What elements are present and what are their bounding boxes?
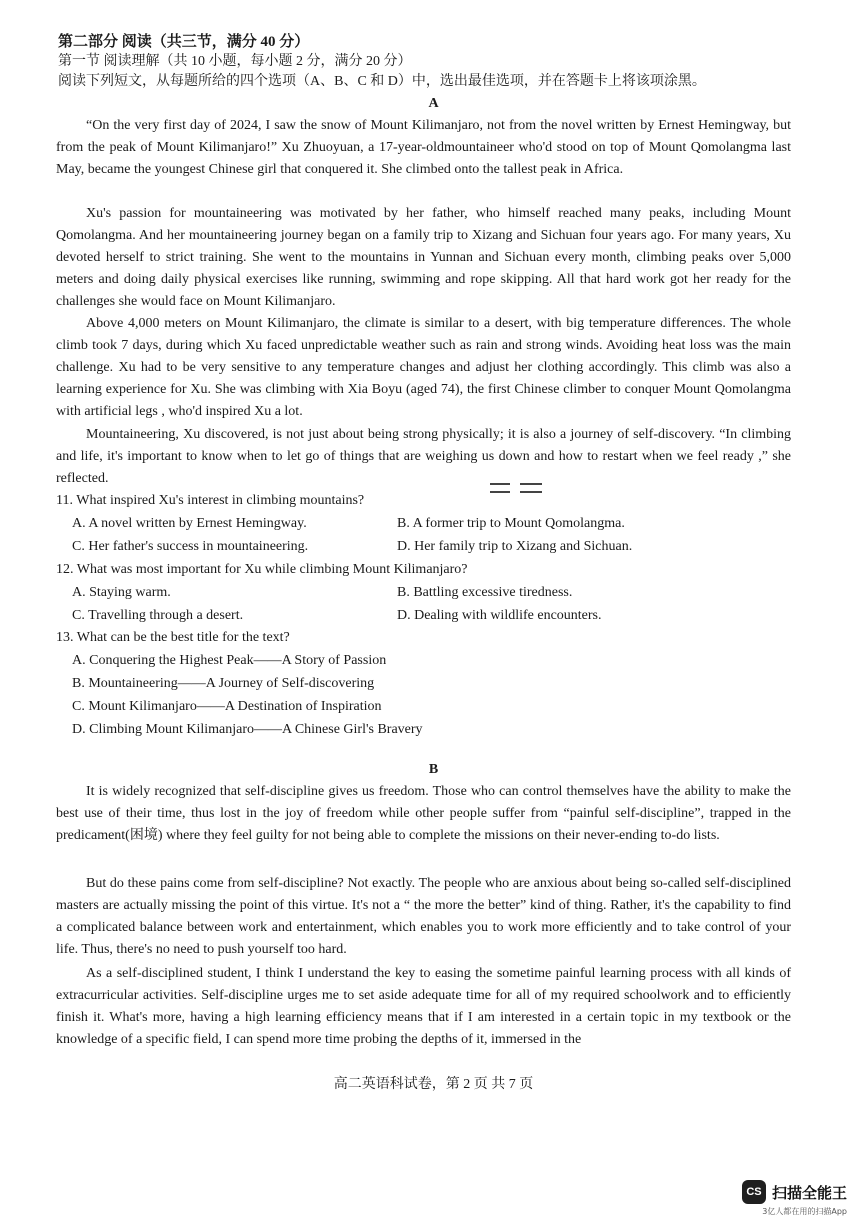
page-footer: 高二英语科试卷，第 2 页 共 7 页 (333, 1077, 534, 1092)
option-a: A. Staying warm. (72, 585, 171, 600)
passage-b-paragraph-1: It is widely recognized that self-discipline gives us freedom. Those who can control themselves have the ability to make the best use of their time, thus lost in the joy of freedom while other people suffer from “painful self-discipline”, trapped in the predicament(困境) where they feel guilty for not being able to complete the missions on their never-ending to-do lists. (56, 784, 791, 843)
question-13 (56, 626, 796, 741)
option-d: D. Her family trip to Xizang and Sichuan. (397, 539, 633, 554)
option-c: C. Her father's success in mountaineering. (72, 539, 309, 554)
option-a: A. A novel written by Ernest Hemingway. (72, 516, 307, 531)
option-c: C. Mount Kilimanjaro——A Destination of Inspiration (72, 699, 382, 714)
options (56, 512, 796, 558)
question-stem: 13. What can be the best title for the text? (56, 630, 290, 645)
passage-a-paragraph-2: Xu's passion for mountaineering was motivated by her father, who himself reached many peaks, including Mount Qomolangma. And her mountaineering journey began on a family trip to Xizang and Sichuan four years ago. For many years, Xu devoted herself to strict training. She went to the mountains in Yunnan and Sichuan every month, climbing peaks over 5,000 meters and doing daily physical exercises like running, swimming and rope skipping. All that hard work got her ready for the challenges she would face on Mount Kilimanjaro. (56, 206, 791, 309)
passage-a-paragraph-3: Above 4,000 meters on Mount Kilimanjaro, the climate is similar to a desert, with big temperature differences. The whole climb took 7 days, during which Xu faced unpredictable weather such as rain and strong winds. Avoiding heat loss was the main challenge. Xu had to be very sensitive to any temperature changes and adjust her clothing accordingly. This climb was also a learning experience for Xu. She was climbing with Xia Boyu (aged 74), the first Chinese climber to conquer Mount Qomolangma with artificial legs , who'd inspired Xu a lot. (56, 316, 791, 419)
scanner-tagline: 3亿人都在用的扫描App (762, 1207, 847, 1216)
option-d: D. Dealing with wildlife encounters. (397, 608, 602, 623)
passage-a-label: A (428, 96, 439, 111)
options (56, 581, 796, 627)
passage-a-paragraph-4: Mountaineering, Xu discovered, is not just about being strong physically; it is also a journey of self-discovery. “In climbing and life, it's important to know when to let go of things that are weighing us down and how to restart when we feel ready ,” she reflected. (56, 427, 791, 486)
option-d: D. Climbing Mount Kilimanjaro——A Chinese Girl's Bravery (72, 722, 423, 737)
section-title: 第一节 阅读理解（共 10 小题，每小题 2 分，满分 20 分） (58, 54, 412, 69)
part-title: 第二部分 阅读（共三节，满分 40 分） (58, 34, 310, 50)
option-b: B. Battling excessive tiredness. (397, 585, 573, 600)
instructions: 阅读下列短文，从每题所给的四个选项（A、B、C 和 D）中，选出最佳选项，并在答题卡上将该项涂黑。 (58, 74, 706, 89)
passage-b-paragraph-3: As a self-disciplined student, I think I understand the key to easing the sometime painful learning process with all kinds of extracurricular activities. Self-discipline urges me to set aside adequate time for all of my required schoolwork and to efficiently finish it. What's more, having a high learning efficiency means that if I am interested in a certain topic in my textbook or the knowledge of a specific field, I can spend more time probing the depths of it, immersed in the (56, 966, 791, 1047)
option-c: C. Travelling through a desert. (72, 608, 244, 623)
scanner-watermark (742, 1180, 847, 1204)
question-12 (56, 558, 796, 627)
cs-logo-icon: CS (742, 1180, 766, 1204)
passage-a-paragraph-1: “On the very first day of 2024, I saw the snow of Mount Kilimanjaro, not from the novel written by Ernest Hemingway, but from the peak of Mount Kilimanjaro!” Xu Zhuoyuan, a 17-year-oldmountaineer who'd stood on top of Mount Qomolangma last May, became the youngest Chinese girl that conquered it. She climbed onto the tallest peak in Africa. (56, 118, 791, 177)
passage-b-label: B (428, 762, 439, 777)
passage-b-paragraph-2: But do these pains come from self-discipline? Not exactly. The people who are anxious about being so-called self-disciplined masters are actually missing the point of this virtue. It's not a “ the more the better” kind of thing. Rather, it's the capability to find a complicated balance between work and entertainment, which enables you to work more efficiently and to take control of your life. Thus, there's no need to push yourself too hard. (56, 876, 791, 957)
question-stem: 12. What was most important for Xu while climbing Mount Kilimanjaro? (56, 562, 468, 577)
option-b: B. Mountaineering——A Journey of Self-discovering (72, 676, 375, 691)
option-a: A. Conquering the Highest Peak——A Story of Passion (72, 653, 387, 668)
question-stem: 11. What inspired Xu's interest in climbing mountains? (56, 493, 365, 508)
option-b: B. A former trip to Mount Qomolangma. (397, 516, 625, 531)
scanner-brand: 扫描全能王 (771, 1183, 847, 1202)
reading-header (58, 32, 818, 92)
question-11 (56, 489, 796, 558)
